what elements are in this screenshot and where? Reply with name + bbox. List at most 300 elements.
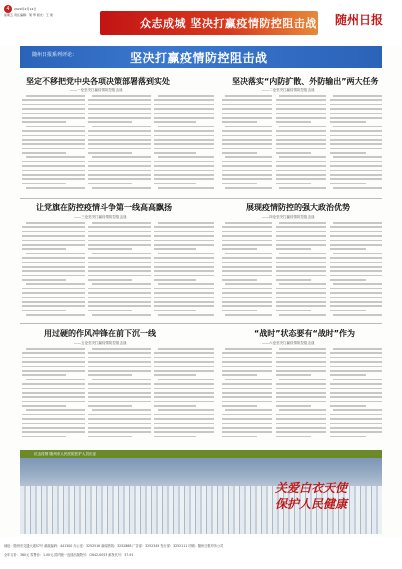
text-line (330, 240, 382, 242)
text-line (222, 148, 272, 150)
text-line (330, 130, 382, 132)
text-line (88, 310, 132, 312)
text-line (330, 152, 366, 154)
text-line (88, 240, 151, 242)
text-line (276, 431, 326, 433)
text-line (154, 292, 214, 294)
text-line (222, 374, 257, 376)
text-line (154, 431, 214, 433)
article-text-column (88, 348, 151, 444)
text-line (276, 288, 326, 290)
text-line (222, 108, 272, 110)
text-line (222, 139, 272, 141)
text-line (88, 104, 151, 106)
text-line (154, 392, 214, 394)
article-text-column (154, 222, 214, 320)
text-line (222, 117, 272, 119)
section-divider (20, 323, 382, 324)
text-line (330, 117, 382, 119)
text-line (22, 305, 85, 307)
text-line (279, 379, 326, 381)
text-line (276, 270, 326, 272)
text-line (154, 248, 196, 250)
text-line (330, 366, 382, 368)
text-line (26, 126, 85, 128)
text-line (158, 253, 214, 255)
text-line (222, 174, 272, 176)
text-line (225, 253, 272, 255)
text-line (279, 95, 326, 97)
text-line (222, 279, 257, 281)
text-line (330, 401, 382, 403)
text-line (92, 95, 151, 97)
slogan-line: 关爱白衣天使 (274, 481, 347, 495)
text-line (330, 161, 382, 163)
text-line (330, 301, 382, 303)
text-line (88, 135, 151, 137)
text-line (154, 418, 214, 420)
text-line (88, 183, 132, 185)
text-line (26, 187, 85, 189)
text-line (158, 379, 214, 381)
text-line (330, 226, 382, 228)
text-line (276, 113, 326, 115)
text-line (222, 152, 257, 154)
text-line (88, 414, 151, 416)
text-line (276, 405, 311, 407)
text-line (222, 130, 272, 132)
text-line (154, 113, 214, 115)
article-text-column (276, 222, 326, 320)
text-line (222, 401, 272, 403)
text-line (22, 392, 85, 394)
text-line (154, 170, 214, 172)
text-line (154, 226, 214, 228)
text-line (276, 310, 311, 312)
text-line (279, 409, 326, 411)
article-byline: ——三论坚决打赢疫情防控阻击战 (74, 215, 127, 219)
text-line (22, 183, 66, 185)
text-line (88, 248, 132, 250)
text-line (22, 361, 85, 363)
text-line (276, 148, 326, 150)
text-line (154, 301, 214, 303)
text-line (154, 414, 214, 416)
text-line (154, 161, 214, 163)
text-line (154, 288, 214, 290)
text-line (222, 383, 272, 385)
text-line (26, 253, 85, 255)
text-line (22, 135, 85, 137)
text-line (22, 143, 85, 145)
text-line (276, 174, 326, 176)
text-line (222, 226, 272, 228)
text-line (88, 288, 151, 290)
text-line (330, 135, 382, 137)
text-line (276, 240, 326, 242)
text-line (276, 231, 326, 233)
masthead-info (4, 5, 74, 18)
newspaper-logo: 随州日报 (335, 13, 384, 27)
text-line (330, 139, 382, 141)
text-line (154, 244, 214, 246)
text-line (276, 104, 326, 106)
text-line (88, 292, 151, 294)
text-line (154, 183, 196, 185)
text-line (22, 292, 85, 294)
text-line (88, 436, 132, 438)
text-line (154, 99, 214, 101)
text-line (158, 409, 214, 411)
text-line (330, 431, 382, 433)
text-line (276, 366, 326, 368)
footer-line: 全年订价：360元 零售价：1.00元 国内统一连续出版物号：CN42-0053 邮发代号：37-91 (4, 553, 134, 557)
text-line (88, 262, 151, 264)
text-line (276, 423, 326, 425)
text-line (88, 257, 151, 259)
text-line (222, 357, 272, 359)
text-line (26, 283, 85, 285)
footer-line: 地址：随州市交通大道57号 邮政编码：441300 办公室：3252516 新闻热线：3252888 广告部：3252345 发行部：3252111 印刷：随州日报印务公司 (4, 544, 224, 548)
text-line (276, 139, 326, 141)
text-line (276, 130, 326, 132)
text-line (154, 370, 214, 372)
text-line (222, 170, 272, 172)
text-line (154, 436, 196, 438)
text-line (154, 305, 214, 307)
text-line (330, 266, 382, 268)
text-line (225, 126, 272, 128)
text-line (154, 148, 214, 150)
text-line (22, 383, 85, 385)
text-line (279, 222, 326, 224)
topic-banner (100, 11, 318, 35)
text-line (154, 396, 214, 398)
text-line (88, 130, 151, 132)
text-line (279, 314, 326, 316)
text-line (22, 266, 85, 268)
text-line (22, 405, 66, 407)
text-line (154, 240, 214, 242)
text-line (330, 279, 366, 281)
text-line (330, 388, 382, 390)
text-line (276, 235, 326, 237)
text-line (154, 152, 196, 154)
text-line (22, 374, 66, 376)
text-line (225, 95, 272, 97)
text-line (88, 370, 151, 372)
text-line (154, 231, 214, 233)
footer (0, 537, 402, 569)
text-line (222, 414, 272, 416)
text-line (154, 139, 214, 141)
text-line (222, 310, 257, 312)
article-title: 用过硬的作风冲锋在前下沉一线 (44, 329, 156, 338)
text-line (330, 427, 382, 429)
text-line (330, 405, 366, 407)
text-line (276, 427, 326, 429)
text-line (330, 244, 382, 246)
text-line (88, 143, 151, 145)
text-line (276, 301, 326, 303)
topic-banner-text: 众志成城 坚决打赢疫情防控阻击战 (140, 17, 317, 30)
text-line (276, 383, 326, 385)
text-line (330, 297, 382, 299)
text-line (222, 104, 272, 106)
text-line (22, 170, 85, 172)
text-line (154, 352, 214, 354)
text-line (88, 301, 151, 303)
text-line (276, 292, 326, 294)
text-line (154, 374, 196, 376)
text-line (88, 423, 151, 425)
text-line (222, 113, 272, 115)
text-line (222, 270, 272, 272)
page-number: 4 (4, 5, 12, 13)
text-line (330, 436, 366, 438)
text-line (222, 121, 257, 123)
text-line (222, 266, 272, 268)
text-line (92, 253, 151, 255)
article-text-column (222, 348, 272, 444)
text-line (158, 156, 214, 158)
text-line (333, 95, 382, 97)
text-line (22, 427, 85, 429)
text-line (88, 401, 151, 403)
text-line (276, 275, 326, 277)
text-line (330, 108, 382, 110)
text-line (26, 379, 85, 381)
text-line (22, 288, 85, 290)
text-line (222, 352, 272, 354)
text-line (330, 374, 366, 376)
text-line (222, 405, 257, 407)
text-line (276, 436, 311, 438)
text-line (92, 187, 151, 189)
text-line (330, 383, 382, 385)
text-line (22, 178, 85, 180)
text-line (154, 108, 214, 110)
text-line (154, 427, 214, 429)
text-line (222, 427, 272, 429)
text-line (276, 418, 326, 420)
text-line (22, 414, 85, 416)
text-line (276, 143, 326, 145)
text-line (154, 104, 214, 106)
text-line (333, 379, 382, 381)
text-line (88, 266, 151, 268)
text-line (22, 130, 85, 132)
text-line (88, 139, 151, 141)
text-line (88, 297, 151, 299)
text-line (154, 135, 214, 137)
text-line (88, 170, 151, 172)
text-line (330, 231, 382, 233)
text-line (333, 409, 382, 411)
text-line (276, 183, 311, 185)
text-line (88, 117, 151, 119)
edition-line: 星期五 责任编辑：周 琴 版式：王 建 (4, 13, 53, 17)
text-line (276, 161, 326, 163)
article-byline: ——五论坚决打赢疫情防控阻击战 (74, 341, 127, 345)
text-line (222, 183, 257, 185)
text-line (154, 266, 214, 268)
text-line (330, 392, 382, 394)
text-line (276, 257, 326, 259)
text-line (222, 431, 272, 433)
text-line (22, 235, 85, 237)
text-line (276, 370, 326, 372)
text-line (276, 414, 326, 416)
text-line (26, 156, 85, 158)
text-line (222, 235, 272, 237)
article-text-column (88, 222, 151, 320)
text-line (222, 396, 272, 398)
text-line (225, 187, 272, 189)
text-line (330, 370, 382, 372)
text-line (222, 257, 272, 259)
text-line (330, 170, 382, 172)
text-line (88, 99, 151, 101)
article-title: 坚定不移把党中央各项决策部署落到实处 (26, 77, 170, 86)
text-line (330, 396, 382, 398)
text-line (154, 405, 196, 407)
text-line (330, 248, 366, 250)
text-line (276, 352, 326, 354)
text-line (276, 244, 326, 246)
article-text-column (88, 95, 151, 195)
text-line (22, 401, 85, 403)
text-line (333, 126, 382, 128)
text-line (92, 348, 151, 350)
article-text-column (330, 348, 382, 444)
text-line (26, 222, 85, 224)
slogan-line: 保护人民健康 (274, 497, 347, 511)
text-line (158, 187, 214, 189)
text-line (88, 235, 151, 237)
article-text-column (330, 222, 382, 320)
text-line (92, 379, 151, 381)
text-line (276, 361, 326, 363)
text-line (333, 222, 382, 224)
text-line (22, 174, 85, 176)
text-line (88, 244, 151, 246)
text-line (88, 396, 151, 398)
article-text-column (222, 222, 272, 320)
text-line (330, 310, 366, 312)
text-line (88, 405, 132, 407)
text-line (330, 423, 382, 425)
text-line (22, 370, 85, 372)
text-line (225, 156, 272, 158)
text-line (222, 388, 272, 390)
text-line (333, 283, 382, 285)
text-line (276, 262, 326, 264)
text-line (330, 165, 382, 167)
text-line (88, 152, 132, 154)
text-line (276, 388, 326, 390)
date-line: 2020年2月14日 (14, 7, 37, 11)
article-text-column (154, 348, 214, 444)
text-line (88, 366, 151, 368)
article-text-column (276, 95, 326, 195)
text-line (276, 392, 326, 394)
text-line (154, 310, 196, 312)
text-line (222, 240, 272, 242)
text-line (22, 352, 85, 354)
text-line (333, 156, 382, 158)
text-line (276, 266, 326, 268)
text-line (330, 148, 382, 150)
text-line (330, 99, 382, 101)
text-line (22, 423, 85, 425)
text-line (154, 174, 214, 176)
text-line (330, 104, 382, 106)
article-byline: ——一论坚决打赢疫情防控阻击战 (70, 88, 123, 92)
series-title: 坚决打赢疫情防控阻击战 (130, 51, 268, 65)
article-text-column (276, 348, 326, 444)
text-line (222, 231, 272, 233)
article-byline: ——二论坚决打赢疫情防控阻击战 (262, 88, 315, 92)
text-line (22, 366, 85, 368)
article-text-column (222, 95, 272, 195)
text-line (158, 95, 214, 97)
text-line (330, 418, 382, 420)
text-line (154, 178, 214, 180)
text-line (276, 248, 311, 250)
text-line (22, 257, 85, 259)
text-line (276, 401, 326, 403)
text-line (279, 187, 326, 189)
text-line (88, 231, 151, 233)
text-line (279, 348, 326, 350)
text-line (154, 275, 214, 277)
photo-caption: 抗击疫情 随州市人民医院医护人员出征 (20, 450, 382, 458)
text-line (22, 117, 85, 119)
text-line (330, 174, 382, 176)
text-line (22, 297, 85, 299)
text-line (222, 392, 272, 394)
text-line (222, 436, 257, 438)
text-line (22, 108, 85, 110)
text-line (92, 156, 151, 158)
text-line (92, 222, 151, 224)
text-line (330, 257, 382, 259)
text-line (222, 305, 272, 307)
text-line (88, 174, 151, 176)
text-line (222, 248, 257, 250)
text-line (279, 253, 326, 255)
text-line (22, 301, 85, 303)
text-line (22, 226, 85, 228)
text-line (88, 178, 151, 180)
text-line (22, 244, 85, 246)
text-line (222, 99, 272, 101)
text-line (276, 305, 326, 307)
text-line (26, 314, 85, 316)
text-line (88, 374, 132, 376)
text-line (276, 135, 326, 137)
text-line (22, 121, 66, 123)
text-line (22, 113, 85, 115)
text-line (22, 240, 85, 242)
text-line (88, 357, 151, 359)
text-line (158, 314, 214, 316)
text-line (276, 165, 326, 167)
text-line (88, 121, 132, 123)
text-line (330, 262, 382, 264)
text-line (276, 121, 311, 123)
